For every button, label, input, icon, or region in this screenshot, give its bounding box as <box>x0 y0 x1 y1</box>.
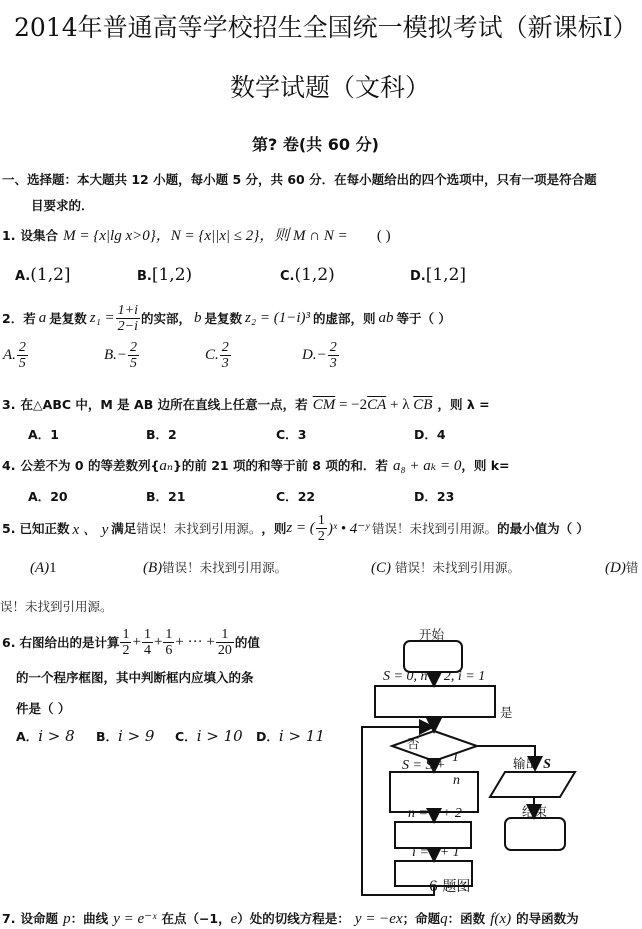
q2-z1-fraction: $\frac{1+i}{2-i}$ <box>117 302 139 334</box>
q6-option-c[interactable]: C．i > 10 <box>175 727 243 745</box>
q4-option-b[interactable]: B．21 <box>146 489 186 504</box>
q2-var-b: b <box>194 309 202 326</box>
q2-var-ab: ab <box>378 309 394 326</box>
q7-fx: f(x) <box>490 911 512 927</box>
q7-stem: ：曲线 <box>70 911 109 926</box>
exam-title: 2014年普通高等学校招生全国统一模拟考试（新课标Ⅰ） <box>14 13 638 42</box>
q5-stem: ，则 <box>261 521 287 536</box>
question-7 <box>2 908 579 928</box>
q5-error-ref: 错误！未找到引用源。 <box>372 521 498 536</box>
q2-text: 的实部， <box>141 311 192 326</box>
q7-stem: 在点（−1， <box>161 911 231 926</box>
flow-sum-den: n <box>453 773 460 788</box>
q7-number: 7. <box>2 911 16 926</box>
instructions-line-2: 目要求的． <box>31 198 94 213</box>
flow-start-box <box>404 641 462 672</box>
q5-vars: x 、 y <box>72 521 109 538</box>
q7-curve: y = e⁻ˣ <box>113 911 157 927</box>
q1-option-d[interactable]: D.[1,2] <box>410 265 467 285</box>
q4-option-d[interactable]: D．23 <box>414 489 455 504</box>
q3-stem: 在△ABC 中，M 是 AB 边所在直线上任意一点，若 <box>20 397 308 412</box>
q7-stem: ；命题 <box>402 911 441 926</box>
q7-stem: 的导函数为 <box>516 911 579 926</box>
flow-end-box <box>505 818 565 850</box>
q1-option-a[interactable]: A.(1,2] <box>15 265 71 285</box>
q7-tangent: y = −ex <box>354 911 403 927</box>
flow-output-label: 输出 S <box>513 756 551 772</box>
q5-option-b[interactable]: (B)错误！未找到引用源。 <box>143 560 288 576</box>
q5-continuation: 误！未找到引用源。 <box>0 599 113 614</box>
q3-option-a[interactable]: A．1 <box>28 427 59 442</box>
q4-sequence: aₙ <box>159 458 173 474</box>
q2-option-c[interactable]: C. $\frac{2}{3}$ <box>205 340 229 371</box>
q6-stem: 右图给出的是计算 <box>19 635 120 650</box>
q4-option-c[interactable]: C．22 <box>276 489 316 504</box>
q4-stem: 公差不为 0 的等差数列{ <box>20 458 160 473</box>
q6-option-b[interactable]: B．i > 9 <box>96 727 155 745</box>
q7-stem: ：函数 <box>447 911 486 926</box>
q2-text: 的虚部，则 <box>313 311 376 326</box>
instructions-line-1: 一、选择题：本大题共 12 小题，每小题 5 分，共 60 分．在每小题给出的四个选项中，只有一项是符合题 <box>2 172 597 187</box>
q2-number: 2． <box>2 311 24 326</box>
q1-number: 1. <box>2 228 16 243</box>
q3-eq: = −2 <box>335 397 368 413</box>
q5-fraction: $\frac{1}{2}$ <box>317 512 325 544</box>
q1-stem-math: M = {x|lg x>0}，N = {x||x| ≤ 2}，则 M ∩ N = <box>63 228 348 244</box>
q1-blank: ( ) <box>376 228 391 244</box>
q3-option-b[interactable]: B．2 <box>146 427 177 442</box>
q5-error-ref: 错误！未找到引用源。 <box>136 521 262 536</box>
flow-init-box <box>375 686 495 717</box>
q2-var-a: a <box>38 309 47 326</box>
q6-frac-3: $\frac{1}{6}$ <box>165 626 173 658</box>
exam-subtitle: 数学试题（文科） <box>230 73 431 102</box>
q6-frac-2: $\frac{1}{4}$ <box>143 626 151 658</box>
flow-i-label: i = i + 1 <box>412 845 460 860</box>
flow-init-label: S = 0, n = 2, i = 1 <box>383 669 486 684</box>
q2-blank: 等于（ ） <box>396 311 451 326</box>
q2-option-d[interactable]: D. − $\frac{2}{3}$ <box>302 340 337 371</box>
flow-caption: 6 题图 <box>429 879 471 895</box>
q7-e: e <box>230 911 238 927</box>
q6-frac-4: $\frac{1}{20}$ <box>217 626 232 658</box>
q6-ellipsis: + ··· + <box>175 633 215 650</box>
q3-eq: + λ <box>386 397 414 413</box>
q2-text: 是复数 <box>49 311 87 326</box>
q6-line-2: 的一个程序框图，其中判断框内应填入的条 <box>16 670 254 685</box>
q3-option-c[interactable]: C．3 <box>276 427 307 442</box>
q4-number: 4. <box>2 458 16 473</box>
q6-option-a[interactable]: A．i > 8 <box>16 727 75 745</box>
flow-sum-num: 1 <box>452 750 459 765</box>
q2-option-a[interactable]: A. $\frac{2}{5}$ <box>3 340 26 371</box>
q5-stem: 已知正数 <box>19 521 70 536</box>
q6-number: 6. <box>2 634 16 650</box>
flow-no-label: 否 <box>407 736 420 751</box>
flow-yes-label: 是 <box>500 705 513 720</box>
q4-condition: a₈ + aₖ = 0 <box>392 458 462 474</box>
flow-start-label: 开始 <box>419 627 445 642</box>
q5-expr: )ˣ • 4⁻ʸ <box>327 520 370 537</box>
q5-option-a[interactable]: (A)1 <box>30 560 57 576</box>
q5-expr: z = ( <box>286 519 315 536</box>
q7-stem: ）处的切线方程是： <box>237 911 350 926</box>
q4-tail: ，则 k= <box>461 458 510 473</box>
q7-q: q <box>440 911 448 927</box>
q6-option-d[interactable]: D．i > 11 <box>256 727 325 745</box>
q2-z2: z₂ = (1−i)³ <box>245 309 310 326</box>
q1-option-c[interactable]: C.(1,2) <box>280 265 335 285</box>
q1-stem-prefix: 设集合 <box>20 228 59 243</box>
q2-text: 是复数 <box>204 311 243 326</box>
q4-option-a[interactable]: A．20 <box>28 489 68 504</box>
q5-number: 5. <box>2 520 16 536</box>
q6-line-3: 件是（ ） <box>16 701 71 716</box>
q5-tail: 的最小值为（ ） <box>497 521 589 536</box>
flow-output-box <box>490 772 575 797</box>
q2-option-b[interactable]: B. − $\frac{2}{5}$ <box>104 340 138 371</box>
flow-sum-label: S = S + <box>402 758 446 773</box>
q2-text: 若 <box>23 311 36 326</box>
flow-decision-diamond <box>392 731 477 761</box>
q3-vector-cm: $\overline{CM}$ <box>312 397 336 413</box>
q3-vector-ca: $\overline{CA}$ <box>367 397 387 413</box>
q7-stem: 设命题 <box>20 911 59 926</box>
q5-option-c[interactable]: (C) 错误！未找到引用源。 <box>371 560 520 576</box>
q3-tail: ，则 λ = <box>437 397 490 412</box>
q5-option-d[interactable]: (D)错 <box>605 560 639 576</box>
flow-end-label: 结束 <box>522 804 548 819</box>
q3-option-d[interactable]: D．4 <box>414 427 446 442</box>
q5-stem: 满足 <box>111 521 137 536</box>
q6-frac-1: $\frac{1}{2}$ <box>122 626 130 658</box>
q3-number: 3. <box>2 397 16 412</box>
section-heading: 第? 卷(共 60 分) <box>252 135 379 154</box>
q7-p: p <box>63 911 71 927</box>
q4-stem: }的前 21 项的和等于前 8 项的和．若 <box>172 458 388 473</box>
q1-option-b[interactable]: B.[1,2) <box>137 265 193 285</box>
q6-stem: 的值 <box>234 635 260 650</box>
q2-z1: z₁ = <box>89 309 115 326</box>
flow-n-label: n = n + 2 <box>408 806 462 821</box>
q3-vector-cb: $\overline{CB}$ <box>413 397 433 413</box>
question-6: 6. 右图给出的是计算 $\frac{1}{2}$ + $\frac{1}{4}$ + $\frac{1}{6}$ + ··· + $\frac{1}{20}$ 的值 <box>2 626 260 658</box>
